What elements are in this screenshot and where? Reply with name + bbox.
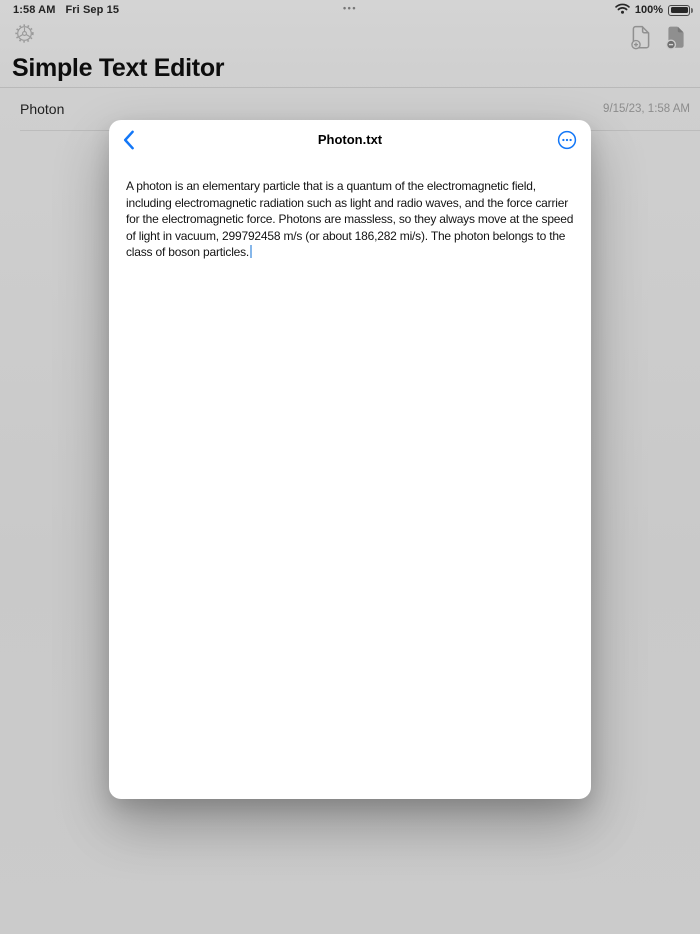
- chevron-left-icon: [123, 138, 135, 153]
- page-title: Simple Text Editor: [12, 54, 225, 82]
- sheet-title: Photon.txt: [317, 132, 383, 147]
- wifi-icon: [615, 3, 630, 17]
- file-content-text: A photon is an elementary particle that is a quantum of the electromagnetic field, including electromagnetic radiation such as light and radio waves, and the force carrier for the electromagnetic force. Photons are massless, so they always move at the speed of light in vacuum, 299792458 m/s (or about 186,282 mi/s). The photon belongs to the class of boson particles.: [126, 179, 574, 260]
- multitasking-handle-icon[interactable]: •••: [343, 3, 357, 13]
- delete-file-button[interactable]: [665, 25, 687, 50]
- document-minus-icon: [665, 38, 687, 53]
- file-name-label: Photon: [20, 101, 65, 117]
- status-time-date: [13, 4, 119, 16]
- status-date: Fri Sep 15: [65, 4, 120, 16]
- text-cursor-caret: [250, 245, 252, 258]
- back-button[interactable]: [123, 130, 135, 150]
- file-editor-sheet: [109, 120, 591, 799]
- more-options-button[interactable]: [557, 130, 577, 150]
- file-content-textview[interactable]: [109, 160, 591, 261]
- sheet-header: [109, 120, 591, 160]
- battery-percent-label: 100%: [634, 4, 663, 16]
- battery-icon: [668, 5, 690, 16]
- status-bar: [0, 0, 700, 22]
- file-modified-label: 9/15/23, 1:58 AM: [603, 103, 690, 115]
- new-file-button[interactable]: [630, 25, 652, 50]
- ellipsis-circle-icon: [557, 138, 577, 153]
- status-time: 1:58 AM: [13, 4, 56, 16]
- settings-gear-icon: [14, 32, 35, 47]
- settings-button[interactable]: [14, 23, 35, 44]
- status-indicators: [615, 3, 690, 17]
- document-plus-icon: [630, 38, 652, 53]
